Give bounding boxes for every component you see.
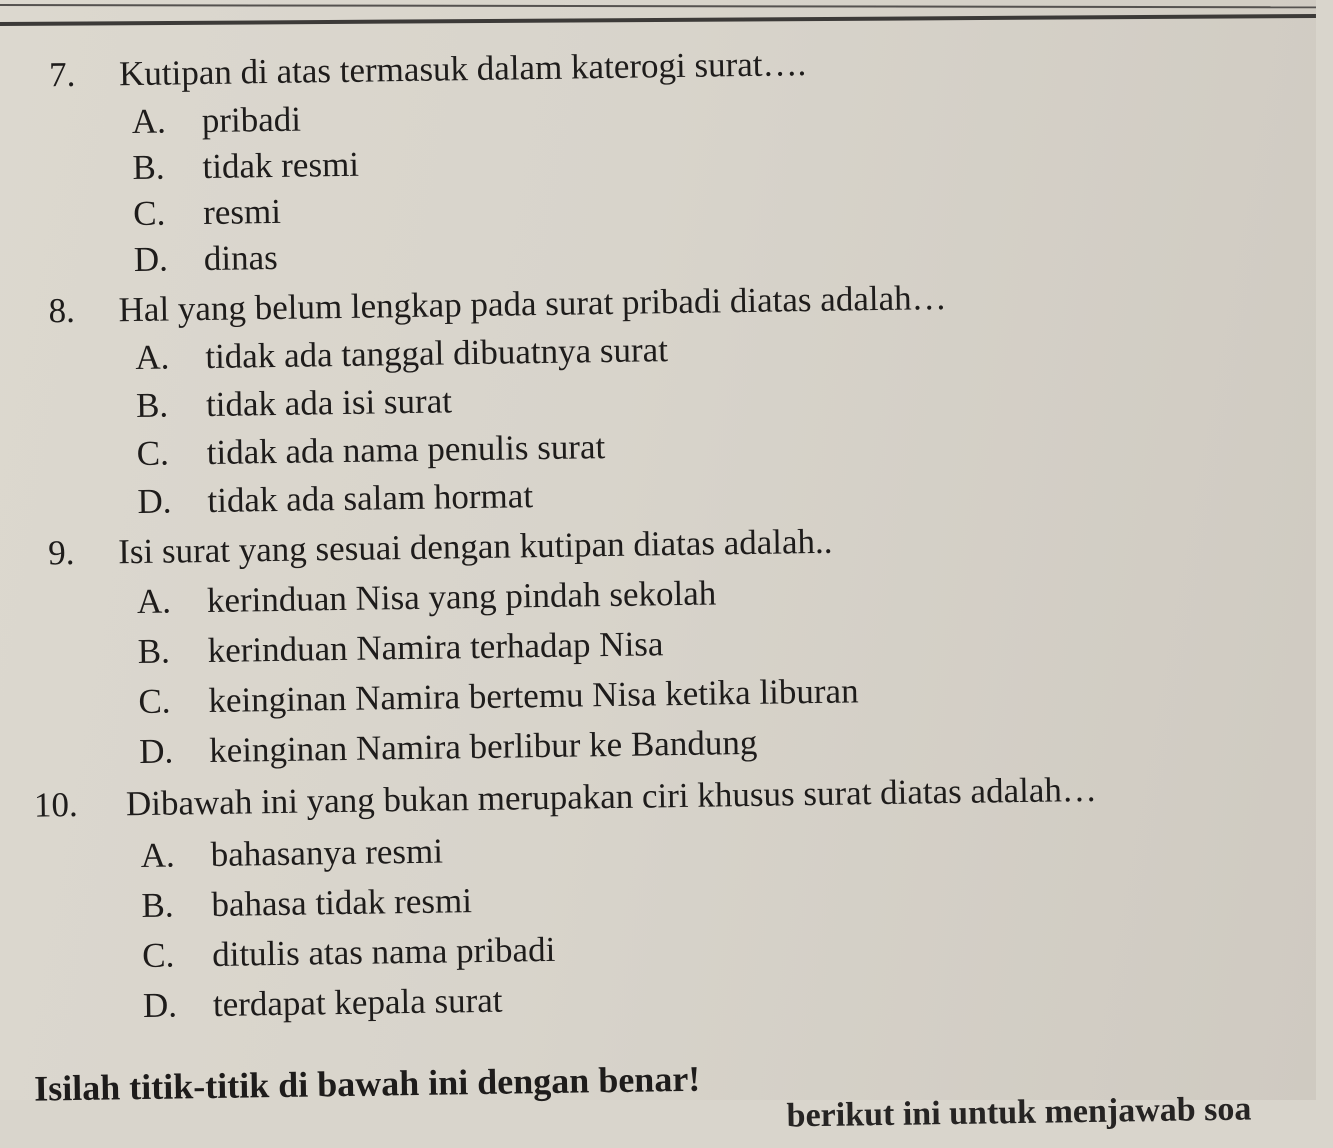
option-text: resmi	[202, 191, 282, 233]
question-text: Dibawah ini yang bukan merupakan ciri khusus surat diatas adalah…	[125, 769, 1098, 824]
question-10-option-c	[142, 930, 556, 976]
option-text: terdapat kepala surat	[212, 980, 503, 1024]
question-10-option-a	[140, 832, 443, 876]
question-8-option-c	[136, 427, 605, 474]
option-text: dinas	[203, 237, 279, 279]
option-text: keinginan Namira bertemu Nisa ketika liburan	[208, 671, 859, 720]
question-number: 10.	[33, 784, 78, 825]
option-letter: D.	[137, 481, 172, 522]
option-letter: D.	[138, 731, 174, 772]
question-text: Kutipan di atas termasuk dalam katerogi surat….	[118, 44, 807, 94]
option-text: tidak ada salam hormat	[207, 476, 534, 520]
question-8-option-d	[137, 476, 533, 522]
option-text: bahasanya resmi	[210, 831, 444, 874]
option-letter: C.	[138, 681, 171, 722]
option-text: ditulis atas nama pribadi	[211, 929, 556, 974]
question-7-option-b	[132, 145, 359, 188]
option-text: tidak ada nama penulis surat	[206, 427, 606, 472]
section-heading: Isilah titik-titik di bawah ini dengan benar!	[33, 1058, 701, 1109]
question-10-option-b	[141, 881, 472, 926]
question-number: 9.	[47, 532, 75, 573]
option-letter: C.	[132, 193, 166, 234]
option-letter: B.	[141, 885, 174, 925]
option-text: tidak resmi	[202, 144, 360, 187]
question-8-option-b	[136, 381, 452, 426]
question-number: 7.	[48, 54, 76, 95]
option-letter: D.	[133, 239, 169, 280]
question-9-option-a	[137, 573, 717, 622]
option-letter: C.	[136, 433, 170, 474]
option-letter: B.	[137, 631, 171, 672]
question-9-option-c	[138, 671, 859, 722]
question-number: 8.	[48, 290, 76, 331]
question-7-option-c	[133, 192, 281, 234]
option-text: tidak ada isi surat	[205, 381, 453, 424]
option-letter: A.	[135, 337, 170, 378]
option-text: tidak ada tanggal dibuatnya surat	[205, 330, 669, 376]
question-10	[34, 770, 1097, 826]
question-9-option-d	[139, 723, 758, 772]
question-7	[49, 44, 807, 95]
question-7-option-d	[134, 238, 278, 280]
question-text: Hal yang belum lengkap pada surat pribadi diatas adalah…	[118, 277, 947, 330]
question-text: Isi surat yang sesuai dengan kutipan diatas adalah..	[117, 521, 833, 572]
option-letter: C.	[141, 935, 175, 975]
option-letter: A.	[131, 101, 167, 142]
question-10-option-d	[143, 981, 503, 1026]
option-letter: B.	[132, 147, 165, 188]
option-letter: B.	[135, 385, 169, 426]
question-9-option-b	[137, 624, 663, 672]
question-8-option-a	[135, 330, 668, 378]
option-letter: D.	[142, 985, 178, 1025]
question-8	[48, 278, 947, 331]
cut-off-instruction-line: berikut ini untuk menjawab soa	[786, 1090, 1252, 1135]
option-text: kerinduan Nisa yang pindah sekolah	[206, 573, 717, 620]
option-text: pribadi	[201, 99, 302, 141]
option-text: kerinduan Namira terhadap Nisa	[207, 624, 664, 670]
option-text: bahasa tidak resmi	[211, 881, 473, 924]
question-9	[48, 522, 833, 574]
option-text: keinginan Namira berlibur ke Bandung	[208, 722, 758, 770]
question-7-option-a	[132, 100, 302, 143]
option-letter: A.	[136, 581, 172, 622]
option-letter: A.	[140, 835, 176, 876]
